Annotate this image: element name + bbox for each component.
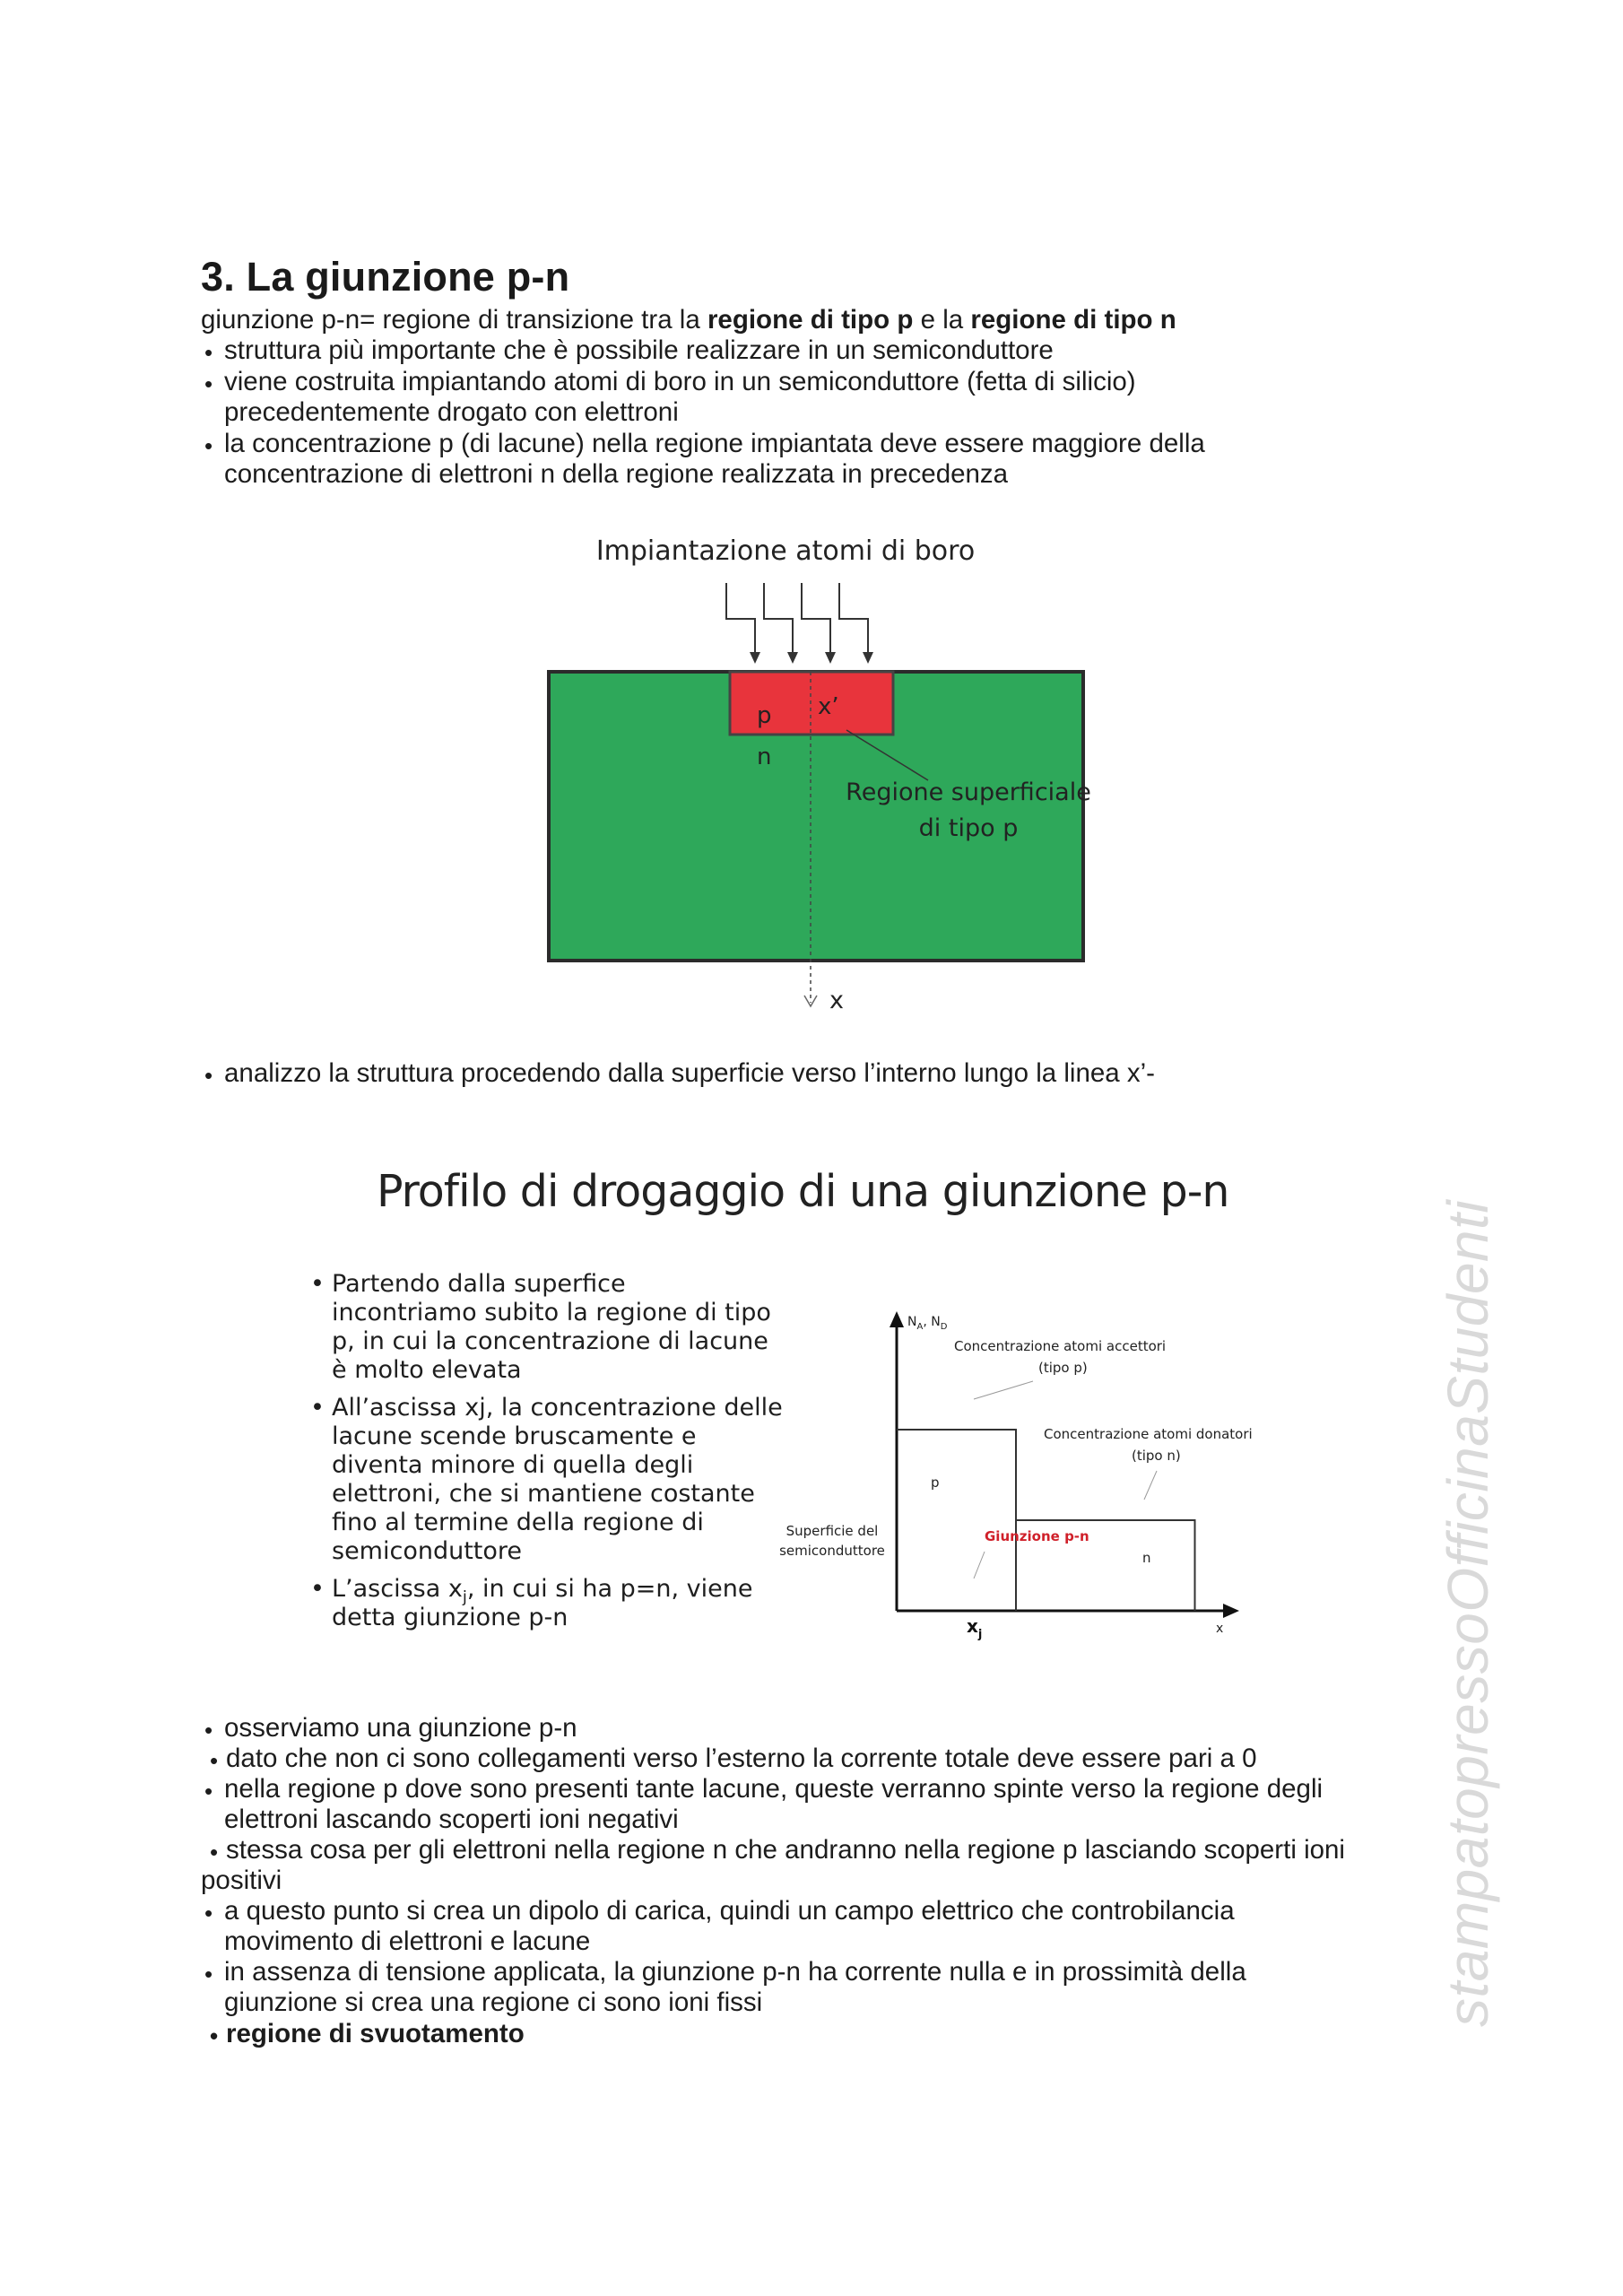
arrowhead-1: [750, 652, 760, 664]
y-label-n: N: [907, 1315, 917, 1329]
annot-surface-2: semiconduttore: [779, 1543, 885, 1559]
bullet-text-cont: concentrazione di elettroni n della regione realizzata in precedenza: [224, 459, 1009, 489]
bullet-dot: •: [204, 1717, 213, 1744]
annot-donors-1: Concentrazione atomi donatori: [1044, 1426, 1253, 1442]
bullet-dot: •: [204, 432, 213, 459]
b3-pre: L’ascissa x: [332, 1575, 463, 1603]
bullet-text: nella regione p dove sono presenti tante lacune, queste verranno spinte verso la regione degli: [224, 1774, 1324, 1804]
bullet-dot: •: [210, 2022, 219, 2049]
annot-surface-1: Superficie del: [785, 1523, 879, 1539]
bullet-dot: •: [210, 1839, 219, 1866]
slide-bullet-2-line: lacune scende bruscamente e: [332, 1422, 697, 1450]
bullet-text: stessa cosa per gli elettroni nella regione n che andranno nella regione p lasciando scoperti ioni: [226, 1835, 1345, 1865]
xj-x: x: [967, 1615, 978, 1637]
bullet-text-analysis: analizzo la struttura procedendo dalla superficie verso l’interno lungo la linea x’-: [224, 1058, 1156, 1088]
b3-post: , in cui si ha p=n, viene: [466, 1575, 753, 1603]
annot-junction-pointer: [974, 1552, 985, 1578]
slide-bullet-2-line: elettroni, che si mantiene costante: [332, 1480, 755, 1508]
slide-bullet-2-line: All’ascissa xj, la concentrazione delle: [332, 1394, 783, 1422]
xj-tick-label: [967, 1615, 982, 1641]
profile-step-p: [897, 1430, 1016, 1611]
bullet-dot: •: [204, 370, 213, 397]
bullet-text: la concentrazione p (di lacune) nella regione impiantata deve essere maggiore della: [224, 429, 1205, 458]
bullet-dot: •: [204, 1961, 213, 1987]
slide-bullet-1-line: Partendo dalla superfice: [332, 1270, 626, 1298]
arrow-3: [802, 583, 830, 659]
annot-donors-pointer: [1144, 1471, 1157, 1500]
implant-arrows: [726, 583, 868, 659]
bullet-text: dato che non ci sono collegamenti verso l’esterno la corrente totale deve essere pari a 0: [226, 1744, 1257, 1773]
bullet-dot: •: [310, 1394, 325, 1422]
region-p-label: p: [931, 1474, 940, 1491]
bullet-text-cont: precedentemente drogato con elettroni: [224, 397, 679, 427]
boron-implant-diagram: [502, 520, 1130, 1022]
bullet-dot: •: [310, 1270, 325, 1298]
arrowhead-3: [825, 652, 836, 664]
annot-junction: Giunzione p-n: [985, 1528, 1089, 1544]
bullet-text: in assenza di tensione applicata, la giunzione p-n ha corrente nulla e in prossimità della: [224, 1957, 1246, 1987]
bullet-dot: •: [204, 1778, 213, 1805]
intro-bold-p: regione di tipo p: [707, 305, 914, 335]
slide-bullet-2-line: semiconduttore: [332, 1537, 523, 1565]
label-p: p: [757, 702, 772, 729]
p-region: [730, 672, 893, 735]
label-x-prime: x’: [818, 693, 839, 720]
slide-title: Profilo di drogaggio di una giunzione p-n: [377, 1166, 1229, 1217]
intro-prefix: giunzione p-n= regione di transizione tra la: [201, 305, 707, 335]
b3-sub: j: [462, 1587, 467, 1607]
bullet-dot: •: [204, 1900, 213, 1926]
bullet-text-cont: elettroni lascando scoperti ioni negativi: [224, 1805, 679, 1834]
arrow-4: [839, 583, 868, 659]
bullet-dot: •: [204, 1062, 213, 1089]
intro-mid: e la: [913, 305, 971, 335]
y-label-sub-d: D: [940, 1322, 948, 1332]
bullet-text-bold: regione di svuotamento: [226, 2019, 525, 2048]
bullet-dot: •: [210, 1747, 219, 1774]
y-label-sub-a: A: [916, 1322, 924, 1332]
x-axis-label: x: [829, 987, 844, 1014]
slide-bullet-1-line: incontriamo subito la regione di tipo: [332, 1299, 771, 1326]
annot-acceptors-pointer: [974, 1381, 1033, 1399]
bullet-text-cont: giunzione si crea una regione ci sono ioni fissi: [224, 1987, 763, 2017]
arrow-2: [764, 583, 793, 659]
label-n: n: [757, 744, 772, 770]
xj-sub: j: [977, 1628, 983, 1641]
slide-bullet-1-line: è molto elevata: [332, 1356, 522, 1384]
slide-bullet-3-line: detta giunzione p-n: [332, 1604, 568, 1631]
bullet-text-cont: movimento di elettroni e lacune: [224, 1926, 591, 1956]
bullet-text: viene costruita impiantando atomi di boro in un semiconduttore (fetta di silicio): [224, 367, 1136, 396]
region-label-1: Regione superficiale: [846, 778, 1091, 806]
intro-line: [201, 305, 1176, 335]
region-n-label: n: [1142, 1550, 1151, 1566]
bullet-text: osserviamo una giunzione p-n: [224, 1713, 577, 1743]
slide-bullet-2-line: fino al termine della regione di: [332, 1509, 704, 1536]
implant-caption: Impiantazione atomi di boro: [595, 535, 976, 567]
slide-bullet-1-line: p, in cui la concentrazione di lacune: [332, 1327, 768, 1355]
bullet-dot: •: [310, 1575, 325, 1603]
arrowhead-2: [787, 652, 798, 664]
doping-profile-chart: [771, 1300, 1273, 1650]
bullet-text-cont: positivi: [201, 1866, 282, 1895]
bullet-text: struttura più importante che è possibile realizzare in un semiconduttore: [224, 335, 1054, 365]
x-axis-label: x: [1216, 1622, 1224, 1636]
annot-acceptors-1: Concentrazione atomi accettori: [954, 1338, 1167, 1354]
annot-acceptors-2: (tipo p): [1038, 1360, 1088, 1376]
y-axis-arrow: [890, 1311, 904, 1327]
intro-bold-n: regione di tipo n: [970, 305, 1176, 335]
arrow-1: [726, 583, 755, 659]
x-axis-arrow: [1223, 1604, 1239, 1618]
watermark: stampatopressoOfficinaStudenti: [1436, 1199, 1500, 2027]
annot-donors-2: (tipo n): [1132, 1448, 1181, 1464]
arrowhead-4: [863, 652, 873, 664]
bullet-text: a questo punto si crea un dipolo di carica, quindi un campo elettrico che controbilancia: [224, 1896, 1235, 1926]
bullet-dot: •: [204, 339, 213, 366]
slide-bullet-2-line: diventa minore di quella degli: [332, 1451, 694, 1479]
region-label-2: di tipo p: [918, 814, 1019, 842]
y-axis-label: [907, 1315, 948, 1332]
section-heading: 3. La giunzione p-n: [201, 254, 570, 300]
y-label-sep: , N: [923, 1315, 941, 1329]
